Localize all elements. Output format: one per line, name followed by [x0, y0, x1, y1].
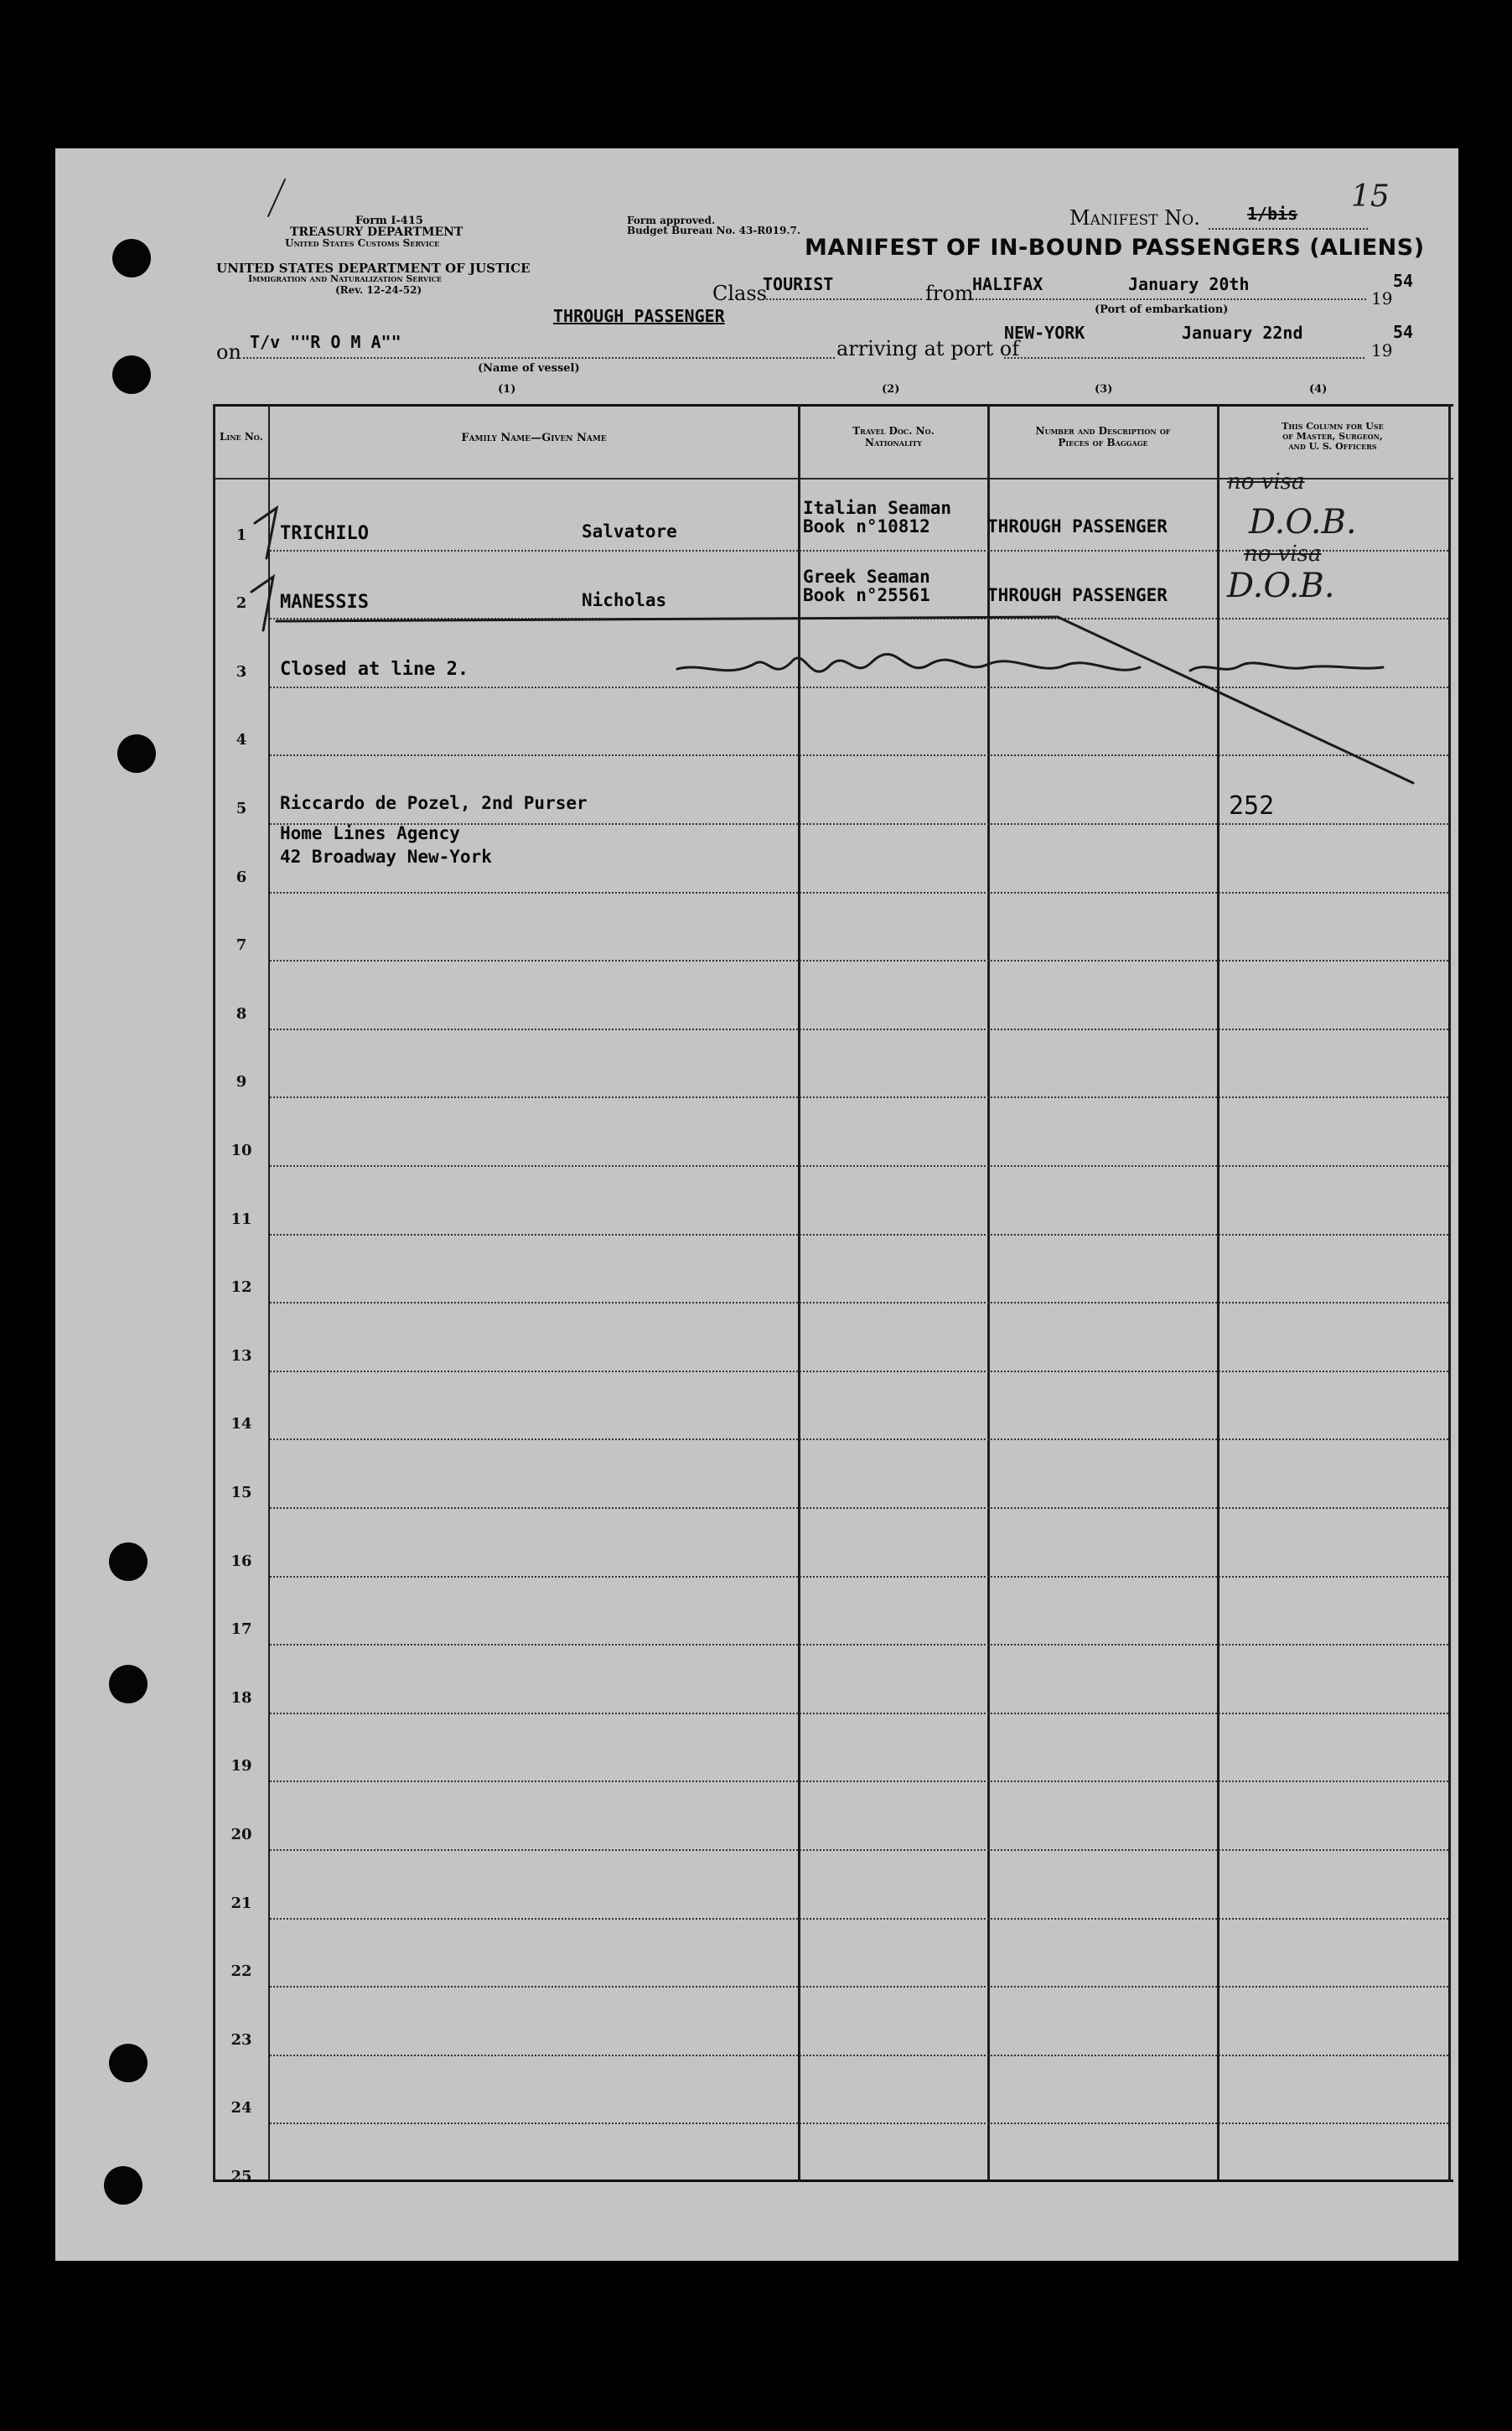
row2-check-mark: [251, 577, 273, 630]
arriving-label: arriving at port of: [836, 337, 1020, 360]
baggage-header: Number and Description of: [1035, 425, 1171, 437]
column-number-2: (2): [882, 383, 900, 396]
year-prefix: 19: [1371, 288, 1393, 308]
cancel-diagonal: [1058, 617, 1413, 783]
line-number: 21: [230, 1894, 252, 1912]
closed-at-line-note: Closed at line 2.: [280, 659, 469, 680]
line-number: 15: [230, 1484, 252, 1501]
manifest-number-tick: [268, 179, 285, 216]
customs-service: United States Customs Service: [285, 237, 440, 249]
treasury-department: TREASURY DEPARTMENT: [290, 225, 463, 239]
immigration-service: Immigration and Naturalization Service: [248, 273, 443, 284]
line-number: 22: [230, 1962, 252, 1981]
row1-baggage: THROUGH PASSENGER: [987, 516, 1168, 536]
agency-address: 42 Broadway New-York: [280, 847, 492, 867]
row1-officer-note-visa: no visa: [1227, 469, 1305, 495]
line-number: 17: [230, 1620, 252, 1639]
row1-given-name: Salvatore: [582, 521, 677, 542]
row2-officer-note-dob: D.O.B.: [1227, 567, 1335, 605]
line-number: 9: [236, 1073, 247, 1091]
vessel-name: T/v ""R O M A"": [250, 332, 401, 352]
manifest-title: MANIFEST OF IN-BOUND PASSENGERS (ALIENS): [805, 235, 1425, 261]
line-number: 3: [236, 662, 247, 681]
row1-travel-document: Italian Seaman: [803, 498, 952, 518]
row2-baggage: THROUGH PASSENGER: [987, 585, 1168, 605]
line-number: 11: [230, 1210, 252, 1228]
row2-officer-note-visa: no visa: [1244, 542, 1322, 567]
departure-year: 54: [1393, 271, 1414, 291]
line-number: 2: [236, 594, 247, 613]
manifest-number-typed: 1/bis: [1247, 204, 1298, 224]
line-number: 4: [236, 731, 247, 749]
form-approved: Form approved.: [627, 215, 716, 226]
class-label: Class: [712, 282, 767, 305]
line-number: 12: [230, 1278, 252, 1297]
agency-name: Home Lines Agency: [280, 823, 460, 843]
port-of-embarkation: HALIFAX: [972, 274, 1043, 294]
arrival-year-prefix: 19: [1371, 340, 1393, 360]
departure-date: January 20th: [1128, 274, 1250, 294]
line-number: 19: [230, 1757, 252, 1775]
row1-travel-document-number: Book n°10812: [803, 516, 930, 536]
row2-given-name: Nicholas: [582, 590, 667, 610]
manifest-number-handwritten: 15: [1351, 179, 1390, 214]
column-number-1: (1): [498, 383, 516, 396]
row2-travel-document-number: Book n°25561: [803, 585, 930, 605]
manifest-number-label: Manifest No.: [1069, 206, 1200, 230]
arrival-port: NEW-YORK: [1004, 323, 1085, 343]
row2-family-name: MANESSIS: [280, 592, 369, 613]
line-number: 5: [236, 800, 247, 817]
signature-stroke: [677, 654, 1140, 671]
line-number: 10: [230, 1142, 252, 1159]
line-number: 16: [230, 1552, 252, 1570]
line-number: 24: [230, 2099, 252, 2117]
line-number: 20: [230, 1826, 252, 1843]
baggage-header-2: Pieces of Baggage: [1058, 437, 1148, 448]
port-embarkation-caption: (Port of embarkation): [1095, 303, 1229, 316]
cancel-underline: [277, 617, 1058, 621]
budget-bureau: Budget Bureau No. 43-R019.7.: [627, 225, 801, 236]
form-revision: (Rev. 12-24-52): [335, 284, 422, 296]
line-number: 25: [230, 2168, 252, 2185]
family-name-header: Family Name—Given Name: [461, 432, 607, 444]
line-number: 6: [236, 868, 247, 886]
travel-document-header: Travel Doc. No.: [852, 425, 935, 437]
on-label: on: [216, 340, 241, 364]
column-number-3: (3): [1095, 383, 1113, 396]
line-number: 18: [230, 1688, 252, 1707]
row2-travel-document: Greek Seaman: [803, 567, 930, 587]
purser-name: Riccardo de Pozel, 2nd Purser: [280, 793, 588, 813]
line-number: 14: [230, 1415, 252, 1433]
form-number: Form I-415: [355, 215, 423, 227]
nationality-header: Nationality: [865, 437, 922, 448]
arrival-date: January 22nd: [1182, 323, 1303, 343]
line-number-header: Line No.: [220, 431, 263, 443]
signature-initials: [1190, 663, 1383, 671]
row1-check-mark: [255, 508, 277, 558]
through-passenger-stamp: THROUGH PASSENGER: [553, 306, 725, 326]
from-label: from: [925, 282, 974, 305]
class-value: TOURIST: [763, 274, 834, 294]
vessel-caption: (Name of vessel): [478, 362, 580, 375]
line-number: 7: [236, 936, 247, 955]
row1-officer-note-dob: D.O.B.: [1249, 503, 1357, 542]
department-of-justice: UNITED STATES DEPARTMENT OF JUSTICE: [216, 261, 531, 276]
line-number: 13: [230, 1346, 252, 1365]
officers-header-2: of Master, Surgeon,: [1282, 431, 1383, 442]
line-number: 1: [236, 526, 247, 544]
line-number: 23: [230, 2030, 252, 2049]
officers-header-3: and U. S. Officers: [1288, 441, 1377, 452]
row1-family-name: TRICHILO: [280, 523, 369, 544]
officer-count: 252: [1229, 791, 1275, 821]
column-number-4: (4): [1309, 383, 1328, 396]
line-number: 8: [236, 1004, 247, 1023]
arrival-year: 54: [1393, 322, 1414, 342]
officers-header: This Column for Use: [1282, 421, 1384, 432]
